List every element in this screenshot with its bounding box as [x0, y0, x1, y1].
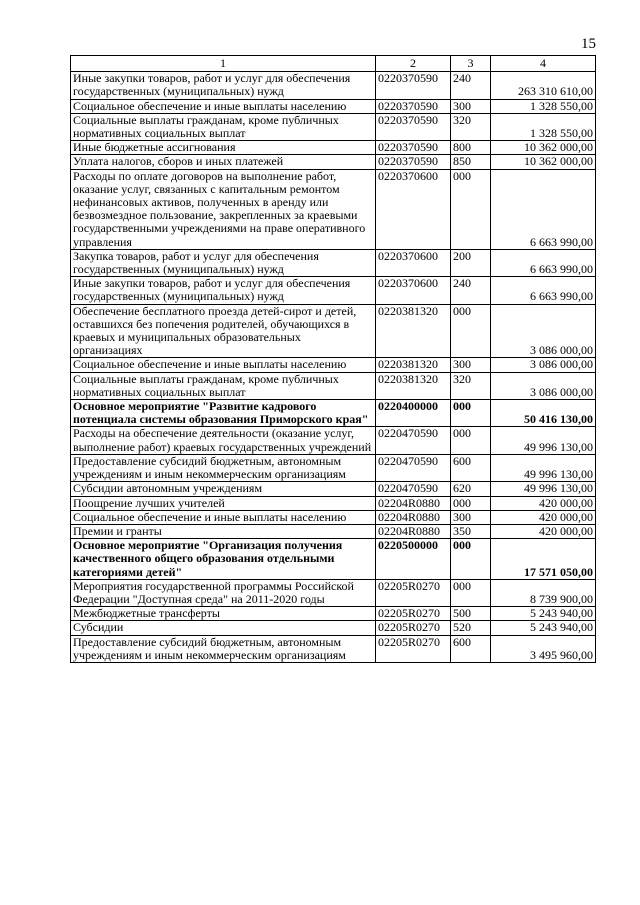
row-name-cell: Социальное обеспечение и иные выплаты населению [71, 510, 376, 524]
row-code-cell: 0220370590 [376, 155, 451, 169]
header-cell-1: 1 [71, 56, 376, 72]
row-code-cell: 0220400000 [376, 400, 451, 427]
row-name-cell: Закупка товаров, работ и услуг для обеспечения государственных (муниципальных) нужд [71, 249, 376, 276]
row-amount-cell: 420 000,00 [491, 524, 596, 538]
row-type-cell: 000 [451, 169, 491, 249]
row-name-cell: Социальные выплаты гражданам, кроме публичных нормативных социальных выплат [71, 113, 376, 140]
row-name-cell: Социальное обеспечение и иные выплаты населению [71, 358, 376, 372]
table-row [71, 372, 596, 399]
table-row [71, 169, 596, 249]
table-row [71, 454, 596, 481]
row-code-cell: 0220370590 [376, 141, 451, 155]
row-type-cell: 200 [451, 249, 491, 276]
row-amount-cell: 420 000,00 [491, 496, 596, 510]
row-amount-cell: 6 663 990,00 [491, 277, 596, 304]
row-name-cell: Мероприятия государственной программы Российской Федерации "Доступная среда" на 2011-2020 годы [71, 579, 376, 606]
row-code-cell: 0220470590 [376, 482, 451, 496]
row-type-cell: 000 [451, 304, 491, 358]
row-type-cell: 300 [451, 510, 491, 524]
row-name-cell: Социальное обеспечение и иные выплаты населению [71, 99, 376, 113]
row-amount-cell: 3 495 960,00 [491, 635, 596, 662]
table-row [71, 141, 596, 155]
table-row [71, 607, 596, 621]
row-name-cell: Предоставление субсидий бюджетным, автономным учреждениям и иным некоммерческим организациям [71, 635, 376, 662]
row-name-cell: Социальные выплаты гражданам, кроме публичных нормативных социальных выплат [71, 372, 376, 399]
table-row [71, 427, 596, 454]
row-name-cell: Расходы на обеспечение деятельности (оказание услуг, выполнение работ) краевых государственных учреждений [71, 427, 376, 454]
table-row [71, 510, 596, 524]
row-code-cell: 0220470590 [376, 454, 451, 481]
row-amount-cell: 1 328 550,00 [491, 113, 596, 140]
table-row [71, 277, 596, 304]
row-name-cell: Расходы по оплате договоров на выполнение работ, оказание услуг, связанных с капитальным ремонтом нефинансовых активов, полученных в аренду или безвозмездное пользование, закрепленных за краевыми государственными учреждениями на праве оперативного управления [71, 169, 376, 249]
row-name-cell: Предоставление субсидий бюджетным, автономным учреждениям и иным некоммерческим организациям [71, 454, 376, 481]
row-amount-cell: 6 663 990,00 [491, 249, 596, 276]
row-type-cell: 300 [451, 99, 491, 113]
budget-table [70, 55, 596, 663]
row-name-cell: Межбюджетные трансферты [71, 607, 376, 621]
table-row [71, 524, 596, 538]
row-name-cell: Поощрение лучших учителей [71, 496, 376, 510]
row-type-cell: 320 [451, 113, 491, 140]
row-name-cell: Иные закупки товаров, работ и услуг для обеспечения государственных (муниципальных) нужд [71, 72, 376, 99]
row-name-cell: Основное мероприятие "Организация получения качественного общего образования отдельными категориями детей" [71, 539, 376, 580]
row-amount-cell: 10 362 000,00 [491, 155, 596, 169]
row-type-cell: 500 [451, 607, 491, 621]
table-row [71, 249, 596, 276]
row-code-cell: 0220370590 [376, 99, 451, 113]
row-amount-cell: 263 310 610,00 [491, 72, 596, 99]
row-name-cell: Основное мероприятие "Развитие кадрового потенциала системы образования Приморского края" [71, 400, 376, 427]
row-amount-cell: 420 000,00 [491, 510, 596, 524]
row-type-cell: 000 [451, 539, 491, 580]
row-code-cell: 02204R0880 [376, 524, 451, 538]
row-name-cell: Уплата налогов, сборов и иных платежей [71, 155, 376, 169]
row-code-cell: 0220381320 [376, 372, 451, 399]
row-name-cell: Обеспечение бесплатного проезда детей-сирот и детей, оставшихся без попечения родителей, обучающихся в краевых и муниципальных образовательных организациях [71, 304, 376, 358]
row-amount-cell: 3 086 000,00 [491, 372, 596, 399]
row-code-cell: 0220470590 [376, 427, 451, 454]
row-amount-cell: 17 571 050,00 [491, 539, 596, 580]
row-amount-cell: 8 739 900,00 [491, 579, 596, 606]
row-type-cell: 240 [451, 277, 491, 304]
row-name-cell: Субсидии автономным учреждениям [71, 482, 376, 496]
row-type-cell: 240 [451, 72, 491, 99]
row-code-cell: 02204R0880 [376, 496, 451, 510]
table-row [71, 496, 596, 510]
row-code-cell: 0220370600 [376, 277, 451, 304]
row-type-cell: 850 [451, 155, 491, 169]
row-amount-cell: 49 996 130,00 [491, 454, 596, 481]
row-code-cell: 02205R0270 [376, 579, 451, 606]
row-amount-cell: 49 996 130,00 [491, 427, 596, 454]
header-cell-4: 4 [491, 56, 596, 72]
table-row [71, 155, 596, 169]
header-cell-2: 2 [376, 56, 451, 72]
row-amount-cell: 5 243 940,00 [491, 607, 596, 621]
row-code-cell: 02205R0270 [376, 607, 451, 621]
row-type-cell: 620 [451, 482, 491, 496]
row-amount-cell: 50 416 130,00 [491, 400, 596, 427]
table-row [71, 400, 596, 427]
table-row [71, 304, 596, 358]
row-type-cell: 600 [451, 635, 491, 662]
table-row [71, 72, 596, 99]
row-type-cell: 000 [451, 579, 491, 606]
row-type-cell: 320 [451, 372, 491, 399]
row-name-cell: Премии и гранты [71, 524, 376, 538]
page-number: 15 [581, 36, 596, 52]
table-row [71, 113, 596, 140]
row-code-cell: 0220500000 [376, 539, 451, 580]
table-row [71, 539, 596, 580]
row-type-cell: 600 [451, 454, 491, 481]
row-type-cell: 000 [451, 400, 491, 427]
row-type-cell: 350 [451, 524, 491, 538]
row-code-cell: 02205R0270 [376, 621, 451, 635]
row-code-cell: 0220370600 [376, 249, 451, 276]
row-type-cell: 300 [451, 358, 491, 372]
row-amount-cell: 1 328 550,00 [491, 99, 596, 113]
table-row [71, 358, 596, 372]
row-amount-cell: 49 996 130,00 [491, 482, 596, 496]
row-amount-cell: 3 086 000,00 [491, 358, 596, 372]
row-code-cell: 0220370590 [376, 72, 451, 99]
row-code-cell: 0220381320 [376, 304, 451, 358]
row-type-cell: 520 [451, 621, 491, 635]
row-code-cell: 0220370590 [376, 113, 451, 140]
row-name-cell: Иные бюджетные ассигнования [71, 141, 376, 155]
row-amount-cell: 10 362 000,00 [491, 141, 596, 155]
table-row [71, 635, 596, 662]
table-row [71, 99, 596, 113]
row-amount-cell: 5 243 940,00 [491, 621, 596, 635]
row-type-cell: 000 [451, 496, 491, 510]
table-row [71, 482, 596, 496]
row-code-cell: 02204R0880 [376, 510, 451, 524]
header-cell-3: 3 [451, 56, 491, 72]
table-row [71, 621, 596, 635]
row-code-cell: 02205R0270 [376, 635, 451, 662]
row-name-cell: Иные закупки товаров, работ и услуг для обеспечения государственных (муниципальных) нужд [71, 277, 376, 304]
row-type-cell: 800 [451, 141, 491, 155]
row-name-cell: Субсидии [71, 621, 376, 635]
row-amount-cell: 3 086 000,00 [491, 304, 596, 358]
table-header-row [71, 56, 596, 72]
row-amount-cell: 6 663 990,00 [491, 169, 596, 249]
row-code-cell: 0220381320 [376, 358, 451, 372]
row-type-cell: 000 [451, 427, 491, 454]
table-row [71, 579, 596, 606]
row-code-cell: 0220370600 [376, 169, 451, 249]
